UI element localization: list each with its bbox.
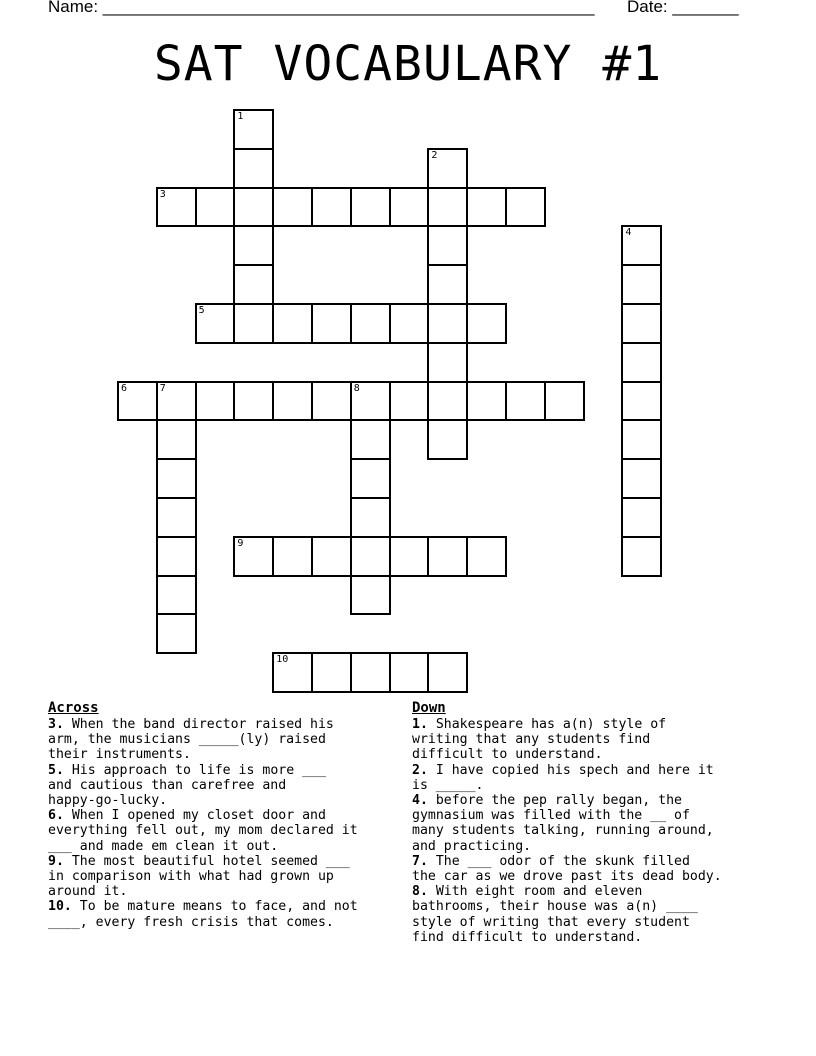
crossword-cell[interactable] xyxy=(621,342,662,383)
crossword-cell[interactable] xyxy=(156,381,197,422)
clue-text: I have copied his spech and here it is _____. xyxy=(412,762,714,793)
clue-text: When I opened my closet door and everything fell out, my mom declared it ___ and made em clean it out. xyxy=(48,808,358,854)
crossword-cell[interactable] xyxy=(621,536,662,577)
clue-text: before the pep rally began, the gymnasium was filled with the __ of many students talking, running around, and practicing. xyxy=(412,793,714,854)
crossword-cell[interactable] xyxy=(156,458,197,499)
crossword-cell[interactable] xyxy=(311,652,352,693)
crossword-cell[interactable] xyxy=(233,536,274,577)
crossword-cell[interactable] xyxy=(427,536,468,577)
page-title: SAT VOCABULARY #1 xyxy=(153,36,663,92)
crossword-cell[interactable] xyxy=(233,148,274,189)
across-clue xyxy=(48,808,408,854)
crossword-cell[interactable] xyxy=(233,225,274,266)
clue-number: 8 xyxy=(353,382,360,394)
crossword-cell[interactable] xyxy=(233,187,274,228)
crossword-cell[interactable] xyxy=(389,381,430,422)
clue-num: 2. xyxy=(412,762,428,778)
down-clue xyxy=(412,884,792,945)
crossword-cell[interactable] xyxy=(233,109,274,150)
clue-num: 10. xyxy=(48,899,72,915)
clue-text: The ___ odor of the skunk filled the car as we drove past its dead body. xyxy=(412,853,722,885)
crossword-cell[interactable] xyxy=(272,536,313,577)
crossword-cell[interactable] xyxy=(272,381,313,422)
crossword-cell[interactable] xyxy=(389,187,430,228)
crossword-cell[interactable] xyxy=(350,536,391,577)
crossword-cell[interactable] xyxy=(350,652,391,693)
crossword-cell[interactable] xyxy=(621,225,662,266)
clue-num: 1. xyxy=(412,717,428,732)
crossword-cell[interactable] xyxy=(427,264,468,305)
crossword-cell[interactable] xyxy=(505,187,546,228)
clue-num: 8. xyxy=(412,884,428,900)
clue-text: To be mature means to face, and not ____, every fresh crisis that comes. xyxy=(48,899,358,930)
crossword-cell[interactable] xyxy=(311,187,352,228)
crossword-cell[interactable] xyxy=(427,148,468,189)
down-clue xyxy=(412,763,792,793)
down-clue-list xyxy=(412,717,792,945)
crossword-cell[interactable] xyxy=(389,652,430,693)
across-clue xyxy=(48,717,408,763)
down-heading: Down xyxy=(412,700,446,716)
across-clue xyxy=(48,763,408,809)
crossword-cell[interactable] xyxy=(427,225,468,266)
name-field-label[interactable]: Name: ____________________________________________________ xyxy=(48,0,595,16)
crossword-cell[interactable] xyxy=(621,458,662,499)
down-clue xyxy=(412,717,792,763)
clue-text: The most beautiful hotel seemed ___ in comparison with what had grown up around it. xyxy=(48,853,350,900)
crossword-cell[interactable] xyxy=(389,536,430,577)
clue-number: 3 xyxy=(159,188,166,200)
across-clue-list xyxy=(48,717,408,930)
crossword-cell[interactable] xyxy=(427,187,468,228)
crossword-cell[interactable] xyxy=(272,303,313,344)
crossword-cell[interactable] xyxy=(350,575,391,616)
down-clue xyxy=(412,854,792,884)
clue-num: 4. xyxy=(412,793,428,809)
crossword-cell[interactable] xyxy=(156,187,197,228)
clue-number: 7 xyxy=(159,382,166,394)
crossword-cell[interactable] xyxy=(156,575,197,616)
crossword-cell[interactable] xyxy=(117,381,158,422)
crossword-cell[interactable] xyxy=(466,187,507,228)
crossword-cell[interactable] xyxy=(156,536,197,577)
crossword-cell[interactable] xyxy=(505,381,546,422)
clue-text: With eight room and eleven bathrooms, their house was a(n) ____ style of writing that every student find difficult to understand. xyxy=(412,884,698,945)
clue-text: His approach to life is more ___ and cautious than carefree and happy-go-lucky. xyxy=(48,762,326,809)
clue-number: 5 xyxy=(198,305,205,316)
crossword-cell[interactable] xyxy=(272,187,313,228)
crossword-cell[interactable] xyxy=(350,458,391,499)
crossword-cell[interactable] xyxy=(311,381,352,422)
crossword-cell[interactable] xyxy=(233,303,274,344)
crossword-cell[interactable] xyxy=(427,381,468,422)
crossword-cell[interactable] xyxy=(311,303,352,344)
down-clues xyxy=(412,699,792,945)
crossword-cell[interactable] xyxy=(427,303,468,344)
crossword-cell[interactable] xyxy=(350,497,391,538)
crossword-cell[interactable] xyxy=(233,381,274,422)
clue-text: When the band director raised his arm, the musicians _____(ly) raised their instruments. xyxy=(48,717,334,763)
crossword-cell[interactable] xyxy=(466,303,507,344)
crossword-cell[interactable] xyxy=(621,303,662,344)
clue-number: 4 xyxy=(625,227,632,239)
crossword-cell[interactable] xyxy=(389,303,430,344)
crossword-cell[interactable] xyxy=(195,381,236,422)
clue-text: Shakespeare has a(n) style of writing that any students find difficult to understand. xyxy=(412,717,667,763)
crossword-cell[interactable] xyxy=(544,381,585,422)
clue-number: 6 xyxy=(121,382,128,394)
clue-num: 6. xyxy=(48,808,64,824)
crossword-cell[interactable] xyxy=(272,652,313,693)
crossword-cell[interactable] xyxy=(350,381,391,422)
clue-num: 3. xyxy=(48,717,64,732)
crossword-cell[interactable] xyxy=(621,419,662,460)
crossword-cell[interactable] xyxy=(311,536,352,577)
clue-num: 5. xyxy=(48,762,64,778)
crossword-cell[interactable] xyxy=(427,342,468,383)
across-clues xyxy=(48,699,408,930)
clue-number: 1 xyxy=(237,111,244,122)
clue-number: 10 xyxy=(276,654,289,666)
crossword-cell[interactable] xyxy=(195,187,236,228)
clue-number: 9 xyxy=(237,537,244,549)
crossword-cell[interactable] xyxy=(156,419,197,460)
clue-num: 7. xyxy=(412,853,428,869)
crossword-cell[interactable] xyxy=(195,303,236,344)
down-clue xyxy=(412,793,792,854)
crossword-cell[interactable] xyxy=(350,303,391,344)
crossword-cell[interactable] xyxy=(233,264,274,305)
crossword-cell[interactable] xyxy=(427,652,468,693)
crossword-cell[interactable] xyxy=(427,419,468,460)
crossword-cell[interactable] xyxy=(466,381,507,422)
crossword-cell[interactable] xyxy=(156,497,197,538)
crossword-cell[interactable] xyxy=(621,264,662,305)
crossword-cell[interactable] xyxy=(156,613,197,654)
date-field-label[interactable]: Date: _______ xyxy=(627,0,739,16)
crossword-cell[interactable] xyxy=(621,381,662,422)
crossword-cell[interactable] xyxy=(350,187,391,228)
crossword-cell[interactable] xyxy=(466,536,507,577)
crossword-cell[interactable] xyxy=(621,497,662,538)
crossword-cell[interactable] xyxy=(350,419,391,460)
across-clue xyxy=(48,854,408,900)
clue-num: 9. xyxy=(48,853,64,869)
across-clue xyxy=(48,899,408,929)
across-heading: Across xyxy=(48,700,99,716)
clue-number: 2 xyxy=(431,149,438,161)
